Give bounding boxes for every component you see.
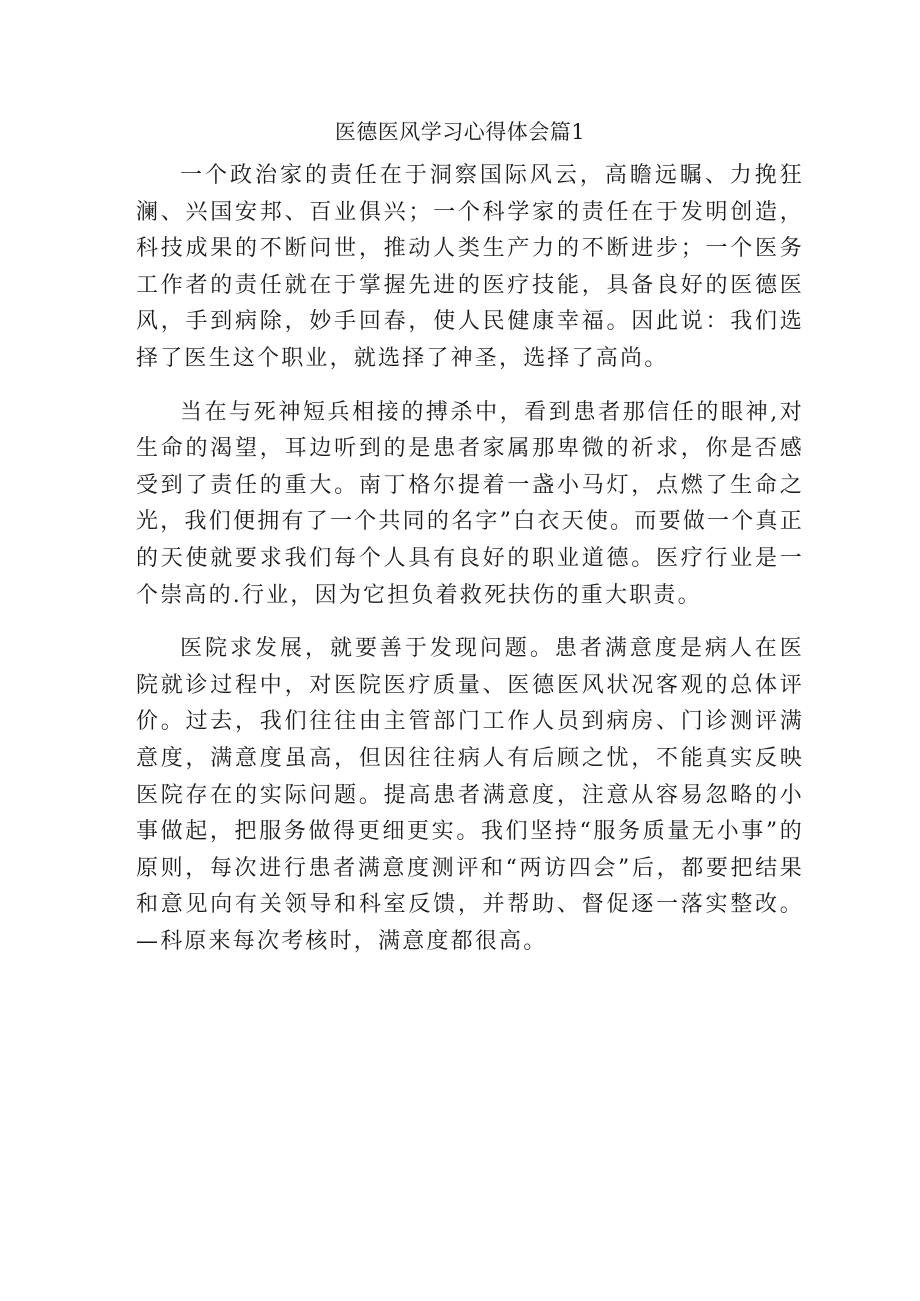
document-body xyxy=(136,158,804,977)
paragraph-3: 医院求发展，就要善于发现问题。患者满意度是病人在医院就诊过程中，对医院医疗质量、医德医风状况客观的总体评价。过去，我们往往由主管部门工作人员到病房、门诊测评满意度，满意度虽高，但因往往病人有后顾之忧，不能真实反映医院存在的实际问题。提高患者满意度，注意从容易忽略的小事做起，把服务做得更细更实。我们坚持“服务质量无小事”的原则，每次进行患者满意度测评和“两访四会”后，都要把结果和意见向有关领导和科室反馈，并帮助、督促逐一落实整改。—科原来每次考核时，满意度都很高。 xyxy=(136,636,804,954)
paragraph-1: 一个政治家的责任在于洞察国际风云，高瞻远瞩、力挽狂澜、兴国安邦、百业俱兴；一个科学家的责任在于发明创造，科技成果的不断问世，推动人类生产力的不断进步；一个医务工作者的责任就在于掌握先进的医疗技能，具备良好的医德医风，手到病除，妙手回春，使人民健康幸福。因此说：我们选择了医生这个职业，就选择了神圣，选择了高尚。 xyxy=(136,163,804,371)
paragraph-2: 当在与死神短兵相接的搏杀中，看到患者那信任的眼神,对生命的渴望，耳边听到的是患者家属那卑微的祈求，你是否感受到了责任的重大。南丁格尔提着一盏小马灯，点燃了生命之光，我们便拥有了一个共同的名字”白衣天使。而要做一个真正的天使就要求我们每个人具有良好的职业道德。医疗行业是一个崇高的.行业，因为它担负着救死扶伤的重大职责。 xyxy=(136,399,804,608)
document-title: 医德医风学习心得体会篇1 xyxy=(334,120,586,144)
